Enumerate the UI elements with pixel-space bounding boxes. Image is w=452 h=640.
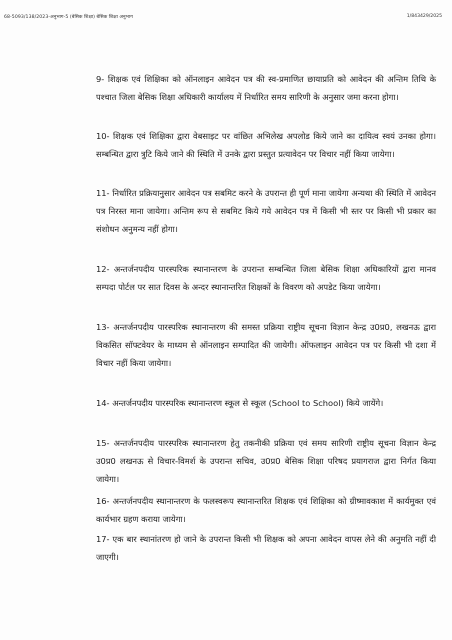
paragraph-15: 15- अन्तर्जनपदीय पारस्परिक स्थानान्तरण हेतु तकनीकी प्रक्रिया एवं समय सारिणी राष्ट्रीय सूचना विज्ञान केन्द्र उ0प्र0 लखनऊ से विचार-विमर्श के उपरान्त सचिव, उ0प्र0 बेसिक शिक्षा परिषद प्रयागराज द्वारा निर्गत किया जायेगा। (96, 438, 436, 484)
paragraph-12: 12- अन्तर्जनपदीय पारस्परिक स्थानान्तरण के उपरान्त सम्बन्धित जिला बेसिक शिक्षा अधिकारियों द्वारा मानव सम्पदा पोर्टल पर सात दिवस के अन्दर स्थानान्तरित शिक्षकों के विवरण को अपडेट किया जायेगा। (96, 264, 436, 292)
file-reference-number: 68-5093/138/2023-अनुभाग-5 (बेसिक शिक्षा) बेसिक शिक्षा अनुभाग (4, 15, 133, 20)
paragraph-10: 10- शिक्षक एवं शिक्षिका द्वारा वेबसाइट पर वांछित अभिलेख अपलोड किये जाने का दायित्व स्वयं उनका होगा। सम्बन्धित द्वारा त्रुटि किये जाने की स्थिति में उनके द्वारा प्रस्तुत प्रत्यावेदन पर विचार नहीं किया जायेगा। (96, 131, 436, 159)
document-id: 1/843429/2025 (406, 14, 442, 19)
paragraph-9: 9- शिक्षक एवं शिक्षिका को ऑनलाइन आवेदन पत्र की स्व-प्रमाणित छायाप्रति को आवेदन की अन्तिम तिथि के पश्चात जिला बेसिक शिक्षा अधिकारी कार्यालय में निर्धारित समय सारिणी के अनुसार जमा करना होगा। (96, 74, 436, 102)
paragraph-16: 16- अन्तर्जनपदीय स्थानान्तरण के फलस्वरूप स्थानान्तरित शिक्षक एवं शिक्षिका को ग्रीष्मावकाश में कार्यमुक्त एवं कार्यभार ग्रहण कराया जायेगा। (96, 496, 436, 524)
paragraph-14: 14- अन्तर्जनपदीय पारस्परिक स्थानान्तरण स्कूल से स्कूल (School to School) किये जायेंगे। (96, 398, 384, 408)
paragraph-11: 11- निर्धारित प्रक्रियानुसार आवेदन पत्र सबमिट करने के उपरान्त ही पूर्ण माना जायेगा अन्यथा की स्थिति में आवेदन पत्र निरस्त माना जायेगा। अन्तिम रूप से सबमिट किये गये आवेदन पत्र में किसी भी स्तर पर किसी भी प्रकार का संशोधन अनुमन्य नहीं होगा। (96, 188, 436, 234)
paragraph-17: 17- एक बार स्थानांतरण हो जाने के उपरान्त किसी भी शिक्षक को अपना आवेदन वापस लेने की अनुमति नहीं दी जाएगी। (96, 534, 436, 562)
paragraph-13: 13- अन्तर्जनपदीय पारस्परिक स्थानान्तरण की समस्त प्रक्रिया राष्ट्रीय सूचना विज्ञान केन्द्र उ0प्र0, लखनऊ द्वारा विकसित सॉफ्टवेयर के माध्यम से ऑनलाइन सम्पादित की जायेगी। ऑफलाइन आवेदन पत्र पर किसी भी दशा में विचार नहीं किया जायेगा। (96, 322, 436, 368)
